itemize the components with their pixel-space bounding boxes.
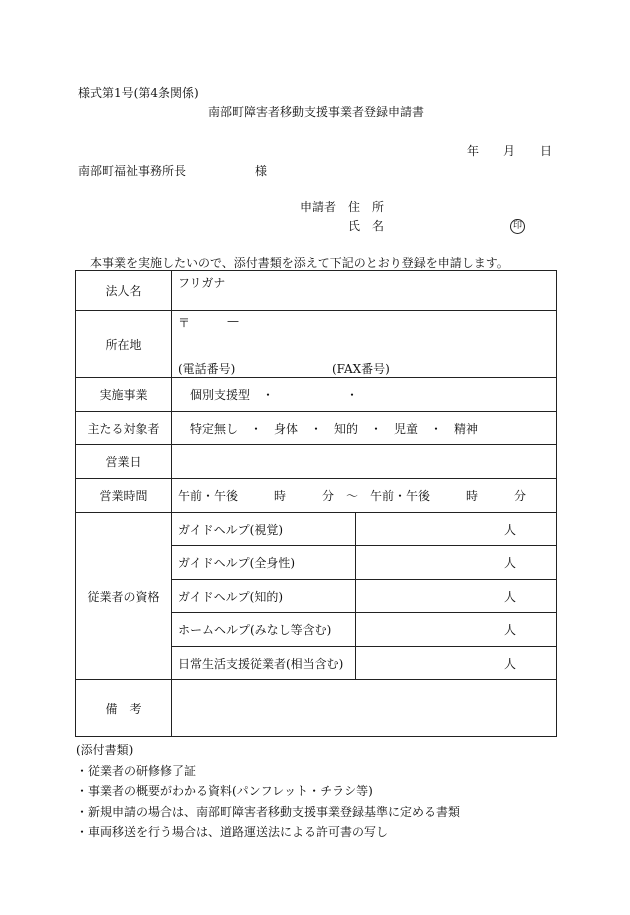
remarks-field[interactable]	[172, 680, 557, 737]
location-label: 所在地	[76, 311, 172, 378]
honorific: 様	[255, 164, 268, 178]
attachment-item: ・事業者の概要がわかる資料(パンフレット・チラシ等)	[76, 784, 373, 798]
staff-count-field[interactable]: 人	[356, 613, 557, 647]
application-form-table	[75, 270, 557, 737]
attachments-heading: (添付書類)	[76, 743, 134, 757]
attachment-item: ・新規申請の場合は、南部町障害者移動支援事業登録基準に定める書類	[76, 804, 461, 819]
row-service	[76, 378, 557, 412]
attachment-item: ・車両移送を行う場合は、道路運送法による許可書の写し	[76, 825, 389, 839]
row-location	[76, 311, 557, 378]
staff-count-field[interactable]: 人	[356, 513, 557, 546]
row-hours	[76, 479, 557, 513]
staff-row-label: ガイドヘルプ(視覚)	[172, 513, 356, 546]
staff-count-field[interactable]: 人	[356, 580, 557, 613]
date-day-label: 日	[540, 144, 553, 158]
hours-field[interactable]: 午前・午後 時 分 ～ 午前・午後 時 分	[172, 479, 557, 513]
fax-label: (FAX番号)	[332, 362, 390, 376]
staff-count-field[interactable]: 人	[356, 647, 557, 680]
form-number: 様式第1号(第4条関係)	[78, 86, 199, 100]
staff-row-label: 日常生活支援従業者(相当含む)	[172, 647, 356, 680]
addressee: 南部町福祉事務所長	[78, 164, 187, 178]
days-field[interactable]	[172, 445, 557, 479]
seal-icon	[510, 217, 525, 234]
date-year-label: 年	[467, 144, 480, 158]
attachment-item: ・従業者の研修修了証	[76, 763, 197, 778]
staff-row	[76, 513, 557, 546]
days-label: 営業日	[76, 445, 172, 479]
staff-row-label: ガイドヘルプ(全身性)	[172, 546, 356, 580]
location-field[interactable]	[172, 311, 557, 378]
seal-mark: 印	[510, 219, 525, 234]
postal-dash: —	[227, 314, 239, 328]
address-label: 住 所	[348, 200, 385, 214]
intro-text: 本事業を実施したいので、添付書類を添えて下記のとおり登録を申請します。	[90, 256, 509, 270]
row-days	[76, 445, 557, 479]
service-label: 実施事業	[76, 378, 172, 412]
row-target	[76, 412, 557, 445]
remarks-label: 備 考	[76, 680, 172, 737]
attachments-section	[76, 740, 460, 843]
target-label: 主たる対象者	[76, 412, 172, 445]
staff-label: 従業者の資格	[76, 513, 172, 680]
phone-label: (電話番号)	[178, 362, 236, 376]
service-field[interactable]: 個別支援型 ・ ・	[172, 378, 557, 412]
hours-label: 営業時間	[76, 479, 172, 513]
row-remarks	[76, 680, 557, 737]
staff-row-label: ホームヘルプ(みなし等含む)	[172, 613, 356, 647]
name-label: 氏 名	[348, 219, 385, 233]
applicant-label: 申請者	[300, 200, 337, 214]
staff-count-field[interactable]: 人	[356, 546, 557, 580]
row-corp-name	[76, 271, 557, 311]
corp-name-field[interactable]	[172, 271, 557, 311]
date-month-label: 月	[503, 144, 516, 158]
postal-mark: 〒	[178, 316, 191, 330]
staff-row-label: ガイドヘルプ(知的)	[172, 580, 356, 613]
target-field[interactable]: 特定無し ・ 身体 ・ 知的 ・ 児童 ・ 精神	[172, 412, 557, 445]
furigana-label: フリガナ	[178, 276, 226, 290]
corp-name-label: 法人名	[76, 271, 172, 311]
document-title: 南部町障害者移動支援事業者登録申請書	[208, 105, 425, 119]
